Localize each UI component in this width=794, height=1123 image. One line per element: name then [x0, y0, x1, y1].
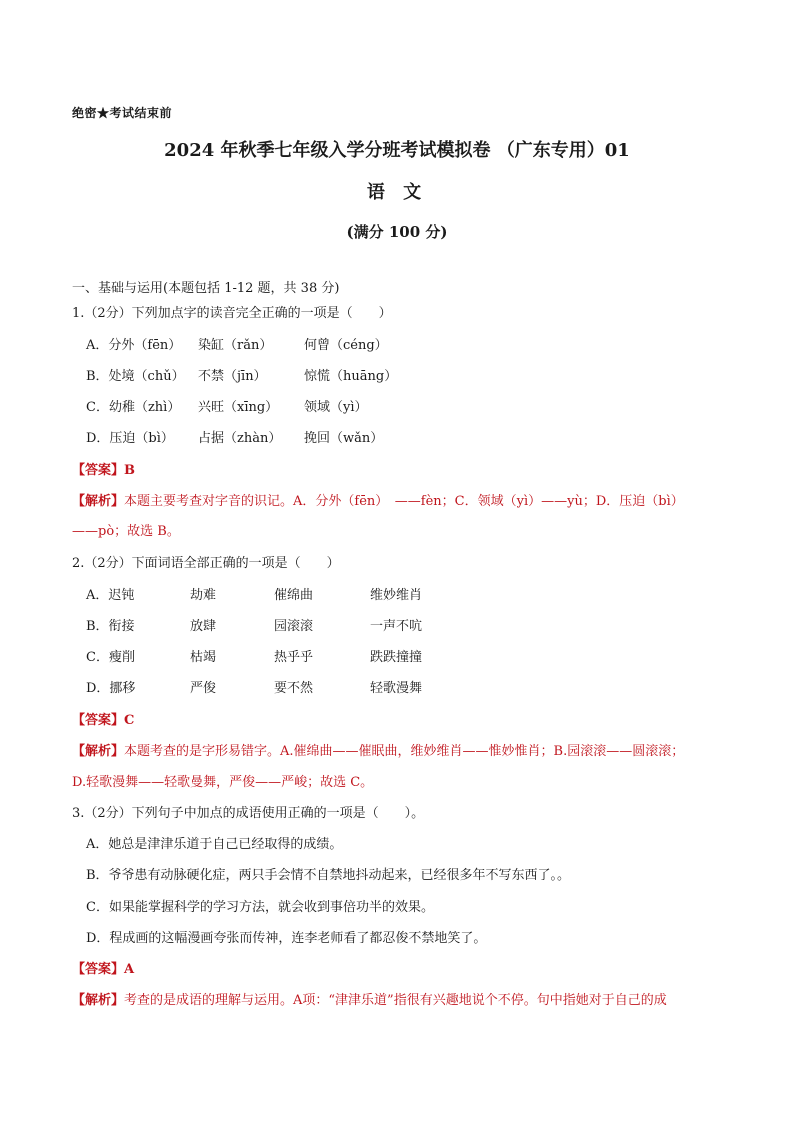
option-cell: D．压迫（bì）: [86, 431, 174, 446]
question-3-option-d: D．程成画的这幅漫画夸张而传神，连李老师看了都忍俊不禁地笑了。: [86, 931, 487, 946]
option-cell: 挽回（wǎn）: [304, 431, 384, 446]
question-3-answer: [72, 958, 134, 977]
subject-title: 语 文: [366, 182, 428, 203]
confidential-label: 绝密★考试结束前: [72, 106, 173, 120]
question-1-answer: [72, 459, 135, 478]
option-cell: 园滚滚: [274, 619, 314, 634]
option-cell: B．处境（chǔ）: [86, 369, 185, 384]
page-title: 2024 年秋季七年级入学分班考试模拟卷 （广东专用）01: [164, 140, 630, 161]
answer-label: 【答案】: [72, 463, 125, 478]
answer-value: A: [124, 962, 135, 977]
option-cell: 严俊: [190, 681, 217, 696]
explanation-text: 本题主要考查对字音的识记。A．分外（fēn） ——fèn；C．领域（yì）——yù；D．压迫（bì）: [124, 494, 684, 509]
question-2-stem: 2.（2分）下面词语全部正确的一项是（ ）: [72, 556, 340, 571]
question-2-explanation: [72, 740, 684, 759]
question-3-option-b: B．爷爷患有动脉硬化症，两只手会情不自禁地抖动起来，已经很多年不写东西了。。: [86, 868, 571, 883]
option-cell: 不禁（jīn）: [198, 369, 267, 384]
option-cell: C．幼稚（zhì）: [86, 400, 181, 415]
question-2-option-a: [86, 584, 422, 603]
question-1-option-b: [86, 365, 397, 384]
question-1-explanation: [72, 490, 684, 509]
option-cell: 染缸（rǎn）: [198, 338, 273, 353]
answer-value: C: [124, 713, 135, 728]
option-cell: 维妙维肖: [370, 588, 423, 603]
answer-value: B: [124, 463, 136, 478]
answer-label: 【答案】: [72, 713, 125, 728]
option-cell: A．迟钝: [86, 588, 135, 603]
question-1-option-c: [86, 396, 368, 415]
question-2-option-b: [86, 615, 422, 634]
answer-label: 【答案】: [72, 962, 125, 977]
option-cell: 催绵曲: [274, 588, 314, 603]
question-2-answer: [72, 709, 134, 728]
question-1-option-d: [86, 427, 383, 446]
option-cell: 放肆: [190, 619, 217, 634]
question-3-explanation: [72, 989, 667, 1008]
total-score: (满分 100 分): [346, 223, 448, 241]
option-cell: 领域（yì）: [304, 400, 368, 415]
question-2-option-d: [86, 677, 422, 696]
explanation-text: 本题考查的是字形易错字。A.催绵曲——催眠曲，维妙维肖——惟妙惟肖；B.园滚滚——圆滚滚；: [124, 744, 685, 759]
option-cell: D．挪移: [86, 681, 136, 696]
option-cell: 轻歌漫舞: [370, 681, 423, 696]
explanation-text: 考查的是成语的理解与运用。A项：“津津乐道”指很有兴趣地说个不停。句中指她对于自己的成: [124, 993, 667, 1008]
option-cell: 兴旺（xīng）: [198, 400, 279, 415]
explanation-label: 【解析】: [72, 494, 125, 509]
question-2-option-c: [86, 646, 422, 665]
question-3-option-a: A．她总是津津乐道于自己已经取得的成绩。: [86, 837, 343, 852]
option-cell: 要不然: [274, 681, 314, 696]
option-cell: 热乎乎: [274, 650, 314, 665]
option-cell: A．分外（fēn）: [86, 338, 182, 353]
option-cell: 跌跌撞撞: [370, 650, 423, 665]
question-1-explanation-cont: ——pò；故选 B。: [72, 524, 180, 539]
section-heading: 一、基础与运用(本题包括 1-12 题，共 38 分): [72, 281, 340, 296]
option-cell: 惊慌（huāng）: [304, 369, 398, 384]
option-cell: C．瘦削: [86, 650, 135, 665]
option-cell: 占据（zhàn）: [198, 431, 282, 446]
explanation-label: 【解析】: [72, 744, 125, 759]
question-3-stem: 3.（2分）下列句子中加点的成语使用正确的一项是（ ）。: [72, 806, 425, 821]
option-cell: 劫难: [190, 588, 217, 603]
question-1-option-a: [86, 334, 388, 353]
question-3-option-c: C．如果能掌握科学的学习方法，就会收到事倍功半的效果。: [86, 900, 434, 915]
explanation-label: 【解析】: [72, 993, 125, 1008]
question-1-stem: 1.（2分）下列加点字的读音完全正确的一项是（ ）: [72, 306, 392, 321]
option-cell: 枯竭: [190, 650, 217, 665]
option-cell: B．衔接: [86, 619, 135, 634]
question-2-explanation-cont: D.轻歌漫舞——轻歌曼舞，严俊——严峻；故选 C。: [72, 775, 374, 790]
option-cell: 何曾（céng）: [304, 338, 388, 353]
option-cell: 一声不吭: [370, 619, 423, 634]
